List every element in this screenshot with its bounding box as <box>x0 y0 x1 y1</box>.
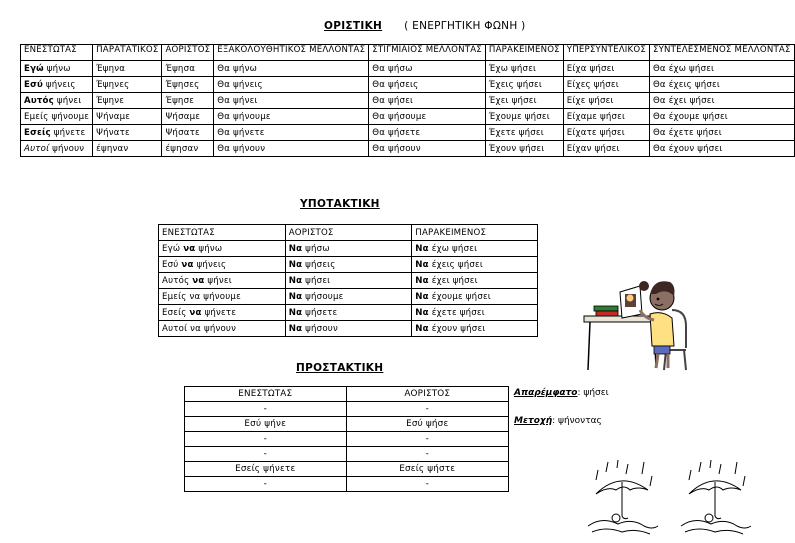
umbrella-rain-clipart-right <box>670 460 762 540</box>
subjunctive-perfect-cell <box>412 257 538 273</box>
indicative-cell: Θα έχει ψήσει <box>649 93 794 109</box>
imperative-title <box>296 362 383 374</box>
indicative-cell: Θα ψήνετε <box>214 125 369 141</box>
indicative-header-cell: ΣΤΙΓΜΙΑΙΟΣ ΜΕΛΛΟΝΤΑΣ <box>369 45 486 61</box>
indicative-present-cell <box>21 77 93 93</box>
indicative-cell: Ψήναμε <box>93 109 162 125</box>
indicative-header-cell: ΕΝΕΣΤΩΤΑΣ <box>21 45 93 61</box>
subjunctive-row <box>159 273 538 289</box>
indicative-cell: Είχαν ψήσει <box>563 141 649 157</box>
imperative-row <box>185 402 509 417</box>
subjunctive-pronoun: Εσείς <box>162 307 187 318</box>
subjunctive-aorist-verb: ψήσει <box>305 275 331 286</box>
subjunctive-na: να <box>189 291 201 302</box>
subjunctive-aorist-cell <box>285 257 412 273</box>
indicative-cell: Θα ψήσεις <box>369 77 486 93</box>
subjunctive-present-verb: ψήνετε <box>204 307 237 318</box>
subjunctive-perfect-cell <box>412 305 538 321</box>
subjunctive-na: Να <box>288 307 303 318</box>
indicative-cell: Θα έχουμε ψήσει <box>649 109 794 125</box>
subjunctive-row <box>159 241 538 257</box>
indicative-cell: Είχα ψήσει <box>563 61 649 77</box>
indicative-present-cell <box>21 125 93 141</box>
indicative-present-cell <box>21 141 93 157</box>
indicative-header-cell: ΥΠΕΡΣΥΝΤΕΛΙΚΟΣ <box>563 45 649 61</box>
subjunctive-present-verb: ψήνεις <box>196 259 227 270</box>
indicative-present-verb: ψήνεις <box>45 79 76 90</box>
indicative-cell: Θα ψήσετε <box>369 125 486 141</box>
imperative-cell: - <box>185 477 347 492</box>
subjunctive-perfect-verb: έχεις ψήσει <box>431 259 483 270</box>
subjunctive-present-cell <box>159 273 286 289</box>
indicative-cell: Έχω ψήσει <box>485 61 563 77</box>
imperative-cell: Εσείς ψήστε <box>346 462 509 477</box>
subjunctive-perfect-verb: έχω ψήσει <box>431 243 478 254</box>
indicative-cell: Θα ψήνουμε <box>214 109 369 125</box>
subjunctive-na: να <box>181 259 194 270</box>
imperative-row <box>185 447 509 462</box>
indicative-row <box>21 77 795 93</box>
indicative-row <box>21 109 795 125</box>
infinitive-label: Απαρέμφατο <box>514 388 578 398</box>
participle-line <box>514 416 602 426</box>
subjunctive-present-verb: ψήνει <box>207 275 232 286</box>
subjunctive-na: Να <box>415 243 429 254</box>
indicative-cell: Έχει ψήσει <box>485 93 563 109</box>
imperative-header-cell: ΑΟΡΙΣΤΟΣ <box>346 387 509 402</box>
subjunctive-na: Να <box>288 323 303 334</box>
indicative-cell: Θα ψήσω <box>369 61 486 77</box>
indicative-cell: Θα ψήσουμε <box>369 109 486 125</box>
subjunctive-aorist-cell <box>285 305 412 321</box>
subjunctive-perfect-verb: έχουν ψήσει <box>431 323 486 334</box>
imperative-header-row <box>185 387 509 402</box>
indicative-header-cell: ΠΑΡΑΚΕΙΜΕΝΟΣ <box>485 45 563 61</box>
indicative-subtitle: ( ΕΝΕΡΓΗΤΙΚΗ ΦΩΝΗ ) <box>404 20 526 32</box>
subjunctive-present-cell <box>159 321 286 337</box>
indicative-cell: έψησαν <box>162 141 214 157</box>
subjunctive-table <box>158 224 538 337</box>
indicative-cell: Ψήσαμε <box>162 109 214 125</box>
subjunctive-na: Να <box>288 275 303 286</box>
indicative-present-cell <box>21 61 93 77</box>
indicative-cell: Έψηνες <box>93 77 162 93</box>
subjunctive-aorist-cell <box>285 241 412 257</box>
indicative-header-row <box>21 45 795 61</box>
indicative-row <box>21 93 795 109</box>
indicative-header-cell: ΑΟΡΙΣΤΟΣ <box>162 45 214 61</box>
indicative-cell: Έψηνε <box>93 93 162 109</box>
indicative-cell: Θα ψήνεις <box>214 77 369 93</box>
subjunctive-title-text: ΥΠΟΤΑΚΤΙΚΗ <box>300 198 380 210</box>
indicative-present-verb: ψήνουμε <box>51 111 90 122</box>
indicative-header-cell: ΕΞΑΚΟΛΟΥΘΗΤΙΚΟΣ ΜΕΛΛΟΝΤΑΣ <box>214 45 369 61</box>
umbrella-rain-clipart-left <box>578 460 668 540</box>
imperative-cell: - <box>185 402 347 417</box>
imperative-cell: Εσύ ψήνε <box>185 417 347 432</box>
subjunctive-header-row <box>159 225 538 241</box>
subjunctive-row <box>159 257 538 273</box>
subjunctive-na: Να <box>288 291 303 302</box>
indicative-present-cell <box>21 93 93 109</box>
subjunctive-header-cell: ΠΑΡΑΚΕΙΜΕΝΟΣ <box>412 225 538 241</box>
subjunctive-perfect-verb: έχει ψήσει <box>431 275 478 286</box>
subjunctive-perfect-cell <box>412 273 538 289</box>
indicative-cell: Θα έχεις ψήσει <box>649 77 794 93</box>
imperative-cell: - <box>346 402 509 417</box>
indicative-cell: Είχαμε ψήσει <box>563 109 649 125</box>
imperative-row <box>185 462 509 477</box>
subjunctive-na: Να <box>415 291 429 302</box>
indicative-pronoun: Εμείς <box>24 111 49 122</box>
indicative-cell: Ψήσατε <box>162 125 214 141</box>
subjunctive-row <box>159 289 538 305</box>
subjunctive-present-verb: ψήνω <box>198 243 223 254</box>
subjunctive-aorist-cell <box>285 321 412 337</box>
indicative-cell: Θα ψήνω <box>214 61 369 77</box>
indicative-cell: Είχατε ψήσει <box>563 125 649 141</box>
subjunctive-na: Να <box>415 307 429 318</box>
indicative-pronoun: Εσύ <box>24 79 43 90</box>
subjunctive-aorist-verb: ψήσετε <box>305 307 338 318</box>
imperative-cell: - <box>346 432 509 447</box>
subjunctive-aorist-verb: ψήσουν <box>305 323 338 334</box>
indicative-title-text: ΟΡΙΣΤΙΚΗ <box>324 20 383 32</box>
subjunctive-present-cell <box>159 305 286 321</box>
indicative-cell: Θα έχετε ψήσει <box>649 125 794 141</box>
girl-at-desk-clipart <box>582 270 692 375</box>
subjunctive-na: Να <box>288 259 303 270</box>
subjunctive-row <box>159 321 538 337</box>
indicative-cell: Είχε ψήσει <box>563 93 649 109</box>
indicative-pronoun: Αυτός <box>24 95 54 106</box>
imperative-cell: Εσείς ψήνετε <box>185 462 347 477</box>
subjunctive-perfect-cell <box>412 289 538 305</box>
indicative-cell: Έψηνα <box>93 61 162 77</box>
subjunctive-na: Να <box>415 323 429 334</box>
imperative-title-text: ΠΡΟΣΤΑΚΤΙΚΗ <box>296 362 384 374</box>
indicative-present-cell <box>21 109 93 125</box>
indicative-present-verb: ψήνετε <box>53 127 86 138</box>
subjunctive-aorist-cell <box>285 273 412 289</box>
subjunctive-na: Να <box>415 259 429 270</box>
indicative-pronoun: Εγώ <box>24 63 44 74</box>
indicative-present-verb: ψήνει <box>56 95 82 106</box>
indicative-cell: Έχουμε ψήσει <box>485 109 563 125</box>
indicative-cell: Είχες ψήσει <box>563 77 649 93</box>
subjunctive-aorist-cell <box>285 289 412 305</box>
indicative-row <box>21 61 795 77</box>
indicative-cell: Έχετε ψήσει <box>485 125 563 141</box>
subjunctive-header-cell: ΑΟΡΙΣΤΟΣ <box>285 225 412 241</box>
subjunctive-present-cell <box>159 257 286 273</box>
subjunctive-row <box>159 305 538 321</box>
subjunctive-na: Να <box>415 275 429 286</box>
subjunctive-present-verb: ψήνουμε <box>203 291 241 302</box>
indicative-cell: Έψησε <box>162 93 214 109</box>
indicative-cell: έψηναν <box>93 141 162 157</box>
subjunctive-header-cell: ΕΝΕΣΤΩΤΑΣ <box>159 225 286 241</box>
subjunctive-perfect-cell <box>412 241 538 257</box>
indicative-cell: Έχεις ψήσει <box>485 77 563 93</box>
subjunctive-pronoun: Αυτοί <box>162 323 188 334</box>
indicative-cell: Θα έχω ψήσει <box>649 61 794 77</box>
infinitive-line <box>514 388 609 398</box>
imperative-row <box>185 432 509 447</box>
subjunctive-present-cell <box>159 289 286 305</box>
subjunctive-na: να <box>189 307 202 318</box>
subjunctive-na: να <box>190 323 202 334</box>
subjunctive-pronoun: Εμείς <box>162 291 187 302</box>
infinitive-value: : ψήσει <box>577 388 609 398</box>
indicative-cell: Ψήνατε <box>93 125 162 141</box>
subjunctive-present-cell <box>159 241 286 257</box>
indicative-row <box>21 125 795 141</box>
indicative-pronoun: Εσείς <box>24 127 51 138</box>
subjunctive-na: Να <box>288 243 303 254</box>
subjunctive-pronoun: Εσύ <box>162 259 179 270</box>
indicative-pronoun: Αυτοί <box>24 143 50 154</box>
indicative-cell: Έψησες <box>162 77 214 93</box>
imperative-cell: - <box>185 447 347 462</box>
indicative-present-verb: ψήνουν <box>52 143 85 154</box>
imperative-row <box>185 417 509 432</box>
indicative-cell: Θα ψήσει <box>369 93 486 109</box>
subjunctive-aorist-verb: ψήσω <box>305 243 330 254</box>
indicative-table <box>20 44 795 157</box>
subjunctive-perfect-cell <box>412 321 538 337</box>
subjunctive-aorist-verb: ψήσουμε <box>305 291 344 302</box>
indicative-present-verb: ψήνω <box>46 63 71 74</box>
subjunctive-na: να <box>183 243 196 254</box>
indicative-cell: Έψησα <box>162 61 214 77</box>
subjunctive-present-verb: ψήνουν <box>203 323 237 334</box>
imperative-header-cell: ΕΝΕΣΤΩΤΑΣ <box>185 387 347 402</box>
subjunctive-pronoun: Εγώ <box>162 243 181 254</box>
indicative-cell: Θα ψήνουν <box>214 141 369 157</box>
indicative-header-cell: ΠΑΡΑΤΑΤΙΚΟΣ <box>93 45 162 61</box>
indicative-header-cell: ΣΥΝΤΕΛΕΣΜΕΝΟΣ ΜΕΛΛΟΝΤΑΣ <box>649 45 794 61</box>
subjunctive-perfect-verb: έχουμε ψήσει <box>431 291 491 302</box>
indicative-cell: Θα ψήνει <box>214 93 369 109</box>
imperative-table <box>184 386 509 492</box>
subjunctive-title <box>300 198 380 210</box>
imperative-row <box>185 477 509 492</box>
imperative-cell: - <box>185 432 347 447</box>
subjunctive-pronoun: Αυτός <box>162 275 190 286</box>
imperative-cell: - <box>346 477 509 492</box>
indicative-cell: Θα έχουν ψήσει <box>649 141 794 157</box>
indicative-title <box>324 20 526 32</box>
indicative-cell: Έχουν ψήσει <box>485 141 563 157</box>
indicative-row <box>21 141 795 157</box>
indicative-cell: Θα ψήσουν <box>369 141 486 157</box>
subjunctive-aorist-verb: ψήσεις <box>305 259 336 270</box>
participle-value: : ψήνοντας <box>552 416 602 426</box>
subjunctive-na: να <box>192 275 205 286</box>
participle-label: Μετοχή <box>514 416 553 426</box>
subjunctive-perfect-verb: έχετε ψήσει <box>431 307 485 318</box>
imperative-cell: Εσύ ψήσε <box>346 417 509 432</box>
imperative-cell: - <box>346 447 509 462</box>
